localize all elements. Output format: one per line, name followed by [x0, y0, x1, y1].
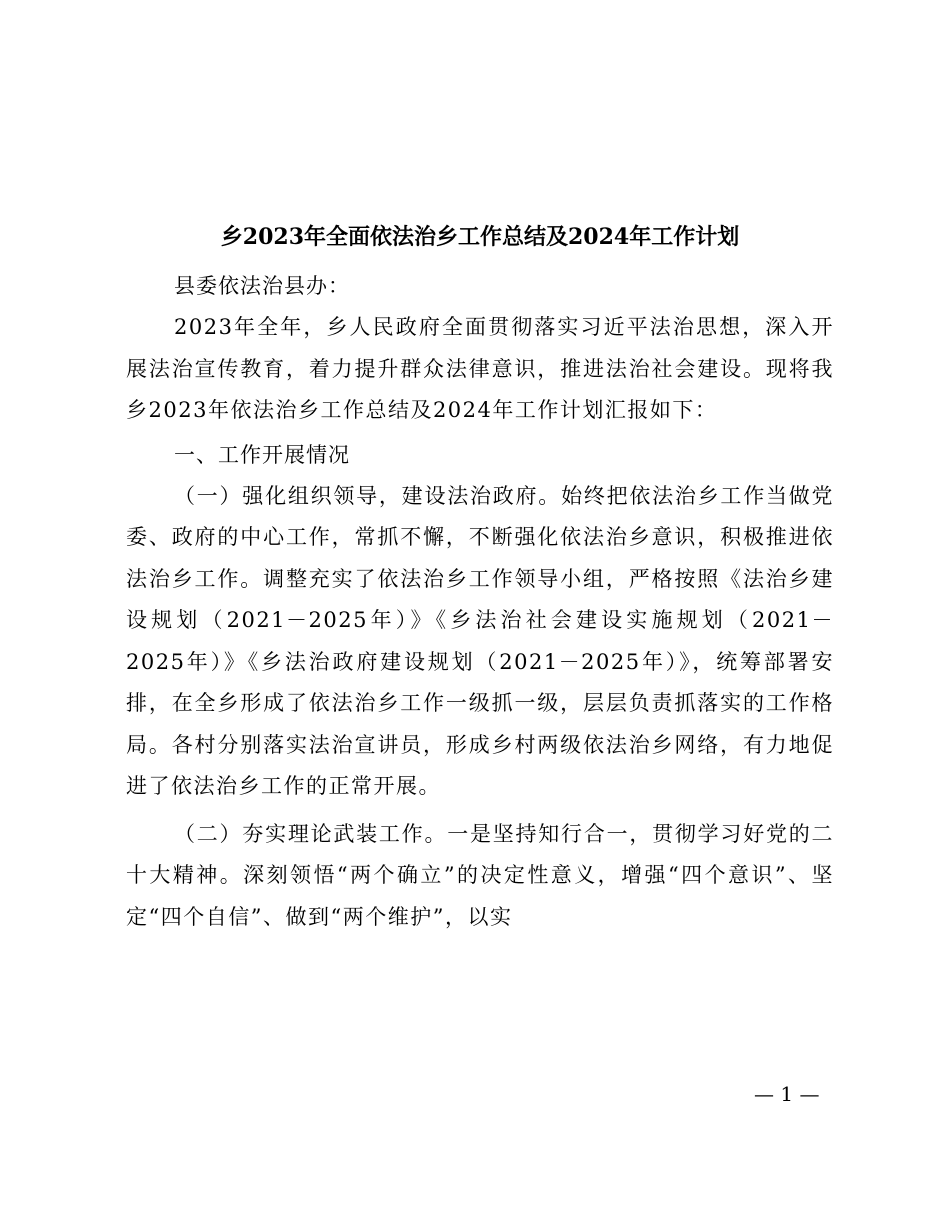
item-1-lead: （一）强化组织领导，建设法治政府。 [174, 483, 562, 508]
item-2-lead: （二）夯实理论武装工作。 [174, 821, 448, 846]
page-number: — 1 — [754, 1082, 820, 1106]
item-2-body: 一是坚持知行合一，贯彻学习好党的二十大精神。深刻领悟“两个确立”的决定性意义，增强“四个意识”、坚定“四个自信”、做到“两个维护”，以实 [126, 821, 835, 929]
document-title: 乡2023年全面依法治乡工作总结及2024年工作计划 [220, 224, 740, 250]
item-1-paragraph [126, 476, 834, 808]
addressee: 县委依法治县办： [174, 274, 350, 298]
section-heading-1: 一、工作开展情况 [174, 442, 350, 467]
document-page [126, 222, 834, 938]
item-2-paragraph [126, 814, 834, 939]
intro-paragraph: 2023年全年，乡人民政府全面贯彻落实习近平法治思想，深入开展法治宣传教育，着力提升群众法律意识，推进法治社会建设。现将我乡2023年依法治乡工作总结及2024年工作计划汇报如下： [126, 315, 834, 422]
item-1-body: 始终把依法治乡工作当做党委、政府的中心工作，常抓不懈，不断强化依法治乡意识，积极推进依法治乡工作。调整充实了依法治乡工作领导小组，严格按照《法治乡建设规划（2021－2025年）》《乡法治社会建设实施规划（2021－2025年）》《乡法治政府建设规划（2021－2025年）》，统筹部署安排，在全乡形成了依法治乡工作一级抓一级，层层负责抓落实的工作格局。各村分别落实法治宣讲员，形成乡村两级依法治乡网络，有力地促进了依法治乡工作的正常开展。 [126, 483, 835, 798]
